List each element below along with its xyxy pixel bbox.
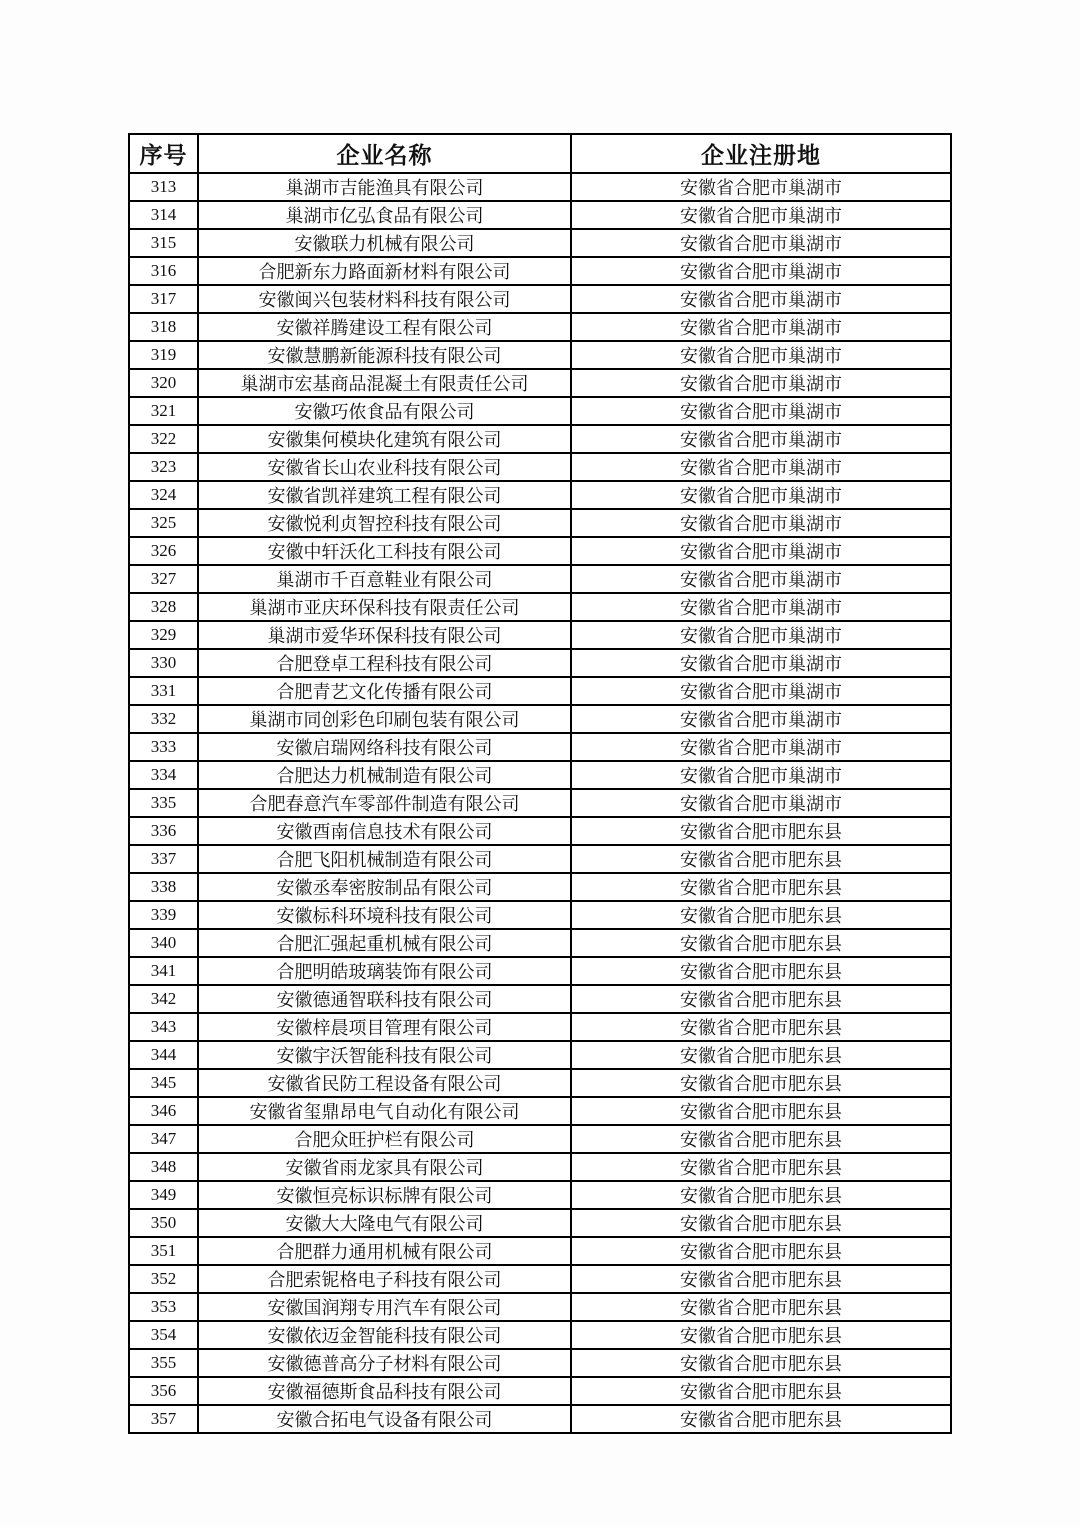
cell-registration-place: 安徽省合肥市巢湖市 [571,537,951,565]
table-row [129,621,951,649]
table-row [129,173,951,201]
table-row [129,733,951,761]
table-row [129,229,951,257]
cell-registration-place: 安徽省合肥市肥东县 [571,929,951,957]
cell-registration-place: 安徽省合肥市巢湖市 [571,285,951,313]
cell-registration-place: 安徽省合肥市肥东县 [571,1321,951,1349]
table-row [129,649,951,677]
cell-company-name: 合肥众旺护栏有限公司 [198,1125,571,1153]
cell-serial-number: 341 [129,957,198,985]
cell-serial-number: 345 [129,1069,198,1097]
cell-registration-place: 安徽省合肥市巢湖市 [571,789,951,817]
cell-registration-place: 安徽省合肥市肥东县 [571,845,951,873]
cell-serial-number: 332 [129,705,198,733]
cell-serial-number: 339 [129,901,198,929]
cell-company-name: 安徽祥腾建设工程有限公司 [198,313,571,341]
cell-serial-number: 352 [129,1265,198,1293]
cell-serial-number: 329 [129,621,198,649]
table-row [129,1097,951,1125]
table-row [129,1265,951,1293]
cell-serial-number: 315 [129,229,198,257]
cell-registration-place: 安徽省合肥市肥东县 [571,901,951,929]
cell-company-name: 安徽大大隆电气有限公司 [198,1209,571,1237]
cell-company-name: 安徽依迈金智能科技有限公司 [198,1321,571,1349]
header-serial-number: 序号 [129,134,198,173]
cell-company-name: 安徽省玺鼎昂电气自动化有限公司 [198,1097,571,1125]
cell-company-name: 安徽省长山农业科技有限公司 [198,453,571,481]
cell-serial-number: 336 [129,817,198,845]
cell-company-name: 安徽德普高分子材料有限公司 [198,1349,571,1377]
cell-registration-place: 安徽省合肥市巢湖市 [571,481,951,509]
cell-company-name: 安徽酉南信息技术有限公司 [198,817,571,845]
cell-registration-place: 安徽省合肥市巢湖市 [571,313,951,341]
cell-registration-place: 安徽省合肥市肥东县 [571,1013,951,1041]
table-row [129,1209,951,1237]
cell-serial-number: 314 [129,201,198,229]
cell-serial-number: 357 [129,1405,198,1433]
cell-company-name: 安徽宇沃智能科技有限公司 [198,1041,571,1069]
cell-serial-number: 327 [129,565,198,593]
table-row [129,341,951,369]
table-row [129,1013,951,1041]
cell-company-name: 安徽恒亮标识标牌有限公司 [198,1181,571,1209]
table-row [129,481,951,509]
cell-registration-place: 安徽省合肥市肥东县 [571,1265,951,1293]
table-row [129,845,951,873]
cell-serial-number: 331 [129,677,198,705]
cell-serial-number: 343 [129,1013,198,1041]
cell-serial-number: 333 [129,733,198,761]
cell-registration-place: 安徽省合肥市肥东县 [571,1069,951,1097]
cell-company-name: 安徽标科环境科技有限公司 [198,901,571,929]
cell-registration-place: 安徽省合肥市巢湖市 [571,761,951,789]
cell-serial-number: 330 [129,649,198,677]
cell-company-name: 合肥汇强起重机械有限公司 [198,929,571,957]
cell-registration-place: 安徽省合肥市巢湖市 [571,425,951,453]
cell-registration-place: 安徽省合肥市肥东县 [571,1377,951,1405]
table-row [129,257,951,285]
table-row [129,453,951,481]
cell-registration-place: 安徽省合肥市巢湖市 [571,649,951,677]
cell-company-name: 巢湖市亿弘食品有限公司 [198,201,571,229]
cell-registration-place: 安徽省合肥市肥东县 [571,1209,951,1237]
cell-registration-place: 安徽省合肥市巢湖市 [571,565,951,593]
table-row [129,957,951,985]
cell-serial-number: 334 [129,761,198,789]
cell-company-name: 巢湖市同创彩色印刷包装有限公司 [198,705,571,733]
cell-serial-number: 350 [129,1209,198,1237]
table-row [129,817,951,845]
table-row [129,425,951,453]
cell-serial-number: 317 [129,285,198,313]
cell-registration-place: 安徽省合肥市巢湖市 [571,201,951,229]
cell-serial-number: 313 [129,173,198,201]
cell-registration-place: 安徽省合肥市巢湖市 [571,677,951,705]
cell-registration-place: 安徽省合肥市肥东县 [571,1405,951,1433]
table-row [129,201,951,229]
table-row [129,509,951,537]
table-row [129,1293,951,1321]
cell-serial-number: 354 [129,1321,198,1349]
table-header-row [129,134,951,173]
cell-registration-place: 安徽省合肥市巢湖市 [571,733,951,761]
cell-company-name: 合肥达力机械制造有限公司 [198,761,571,789]
cell-company-name: 安徽悦利贞智控科技有限公司 [198,509,571,537]
cell-company-name: 安徽省民防工程设备有限公司 [198,1069,571,1097]
cell-registration-place: 安徽省合肥市肥东县 [571,985,951,1013]
cell-company-name: 安徽集何模块化建筑有限公司 [198,425,571,453]
table-row [129,789,951,817]
cell-serial-number: 344 [129,1041,198,1069]
cell-serial-number: 321 [129,397,198,425]
cell-registration-place: 安徽省合肥市肥东县 [571,1097,951,1125]
cell-registration-place: 安徽省合肥市肥东县 [571,817,951,845]
table-row [129,537,951,565]
cell-registration-place: 安徽省合肥市肥东县 [571,1293,951,1321]
cell-serial-number: 335 [129,789,198,817]
cell-company-name: 安徽丞奉密胺制品有限公司 [198,873,571,901]
cell-company-name: 巢湖市爱华环保科技有限公司 [198,621,571,649]
cell-company-name: 合肥群力通用机械有限公司 [198,1237,571,1265]
cell-serial-number: 353 [129,1293,198,1321]
cell-registration-place: 安徽省合肥市巢湖市 [571,453,951,481]
header-registration-place: 企业注册地 [571,134,951,173]
table-row [129,873,951,901]
cell-company-name: 安徽中轩沃化工科技有限公司 [198,537,571,565]
cell-company-name: 安徽巧侬食品有限公司 [198,397,571,425]
cell-serial-number: 337 [129,845,198,873]
table-row [129,1153,951,1181]
table-row [129,901,951,929]
cell-serial-number: 322 [129,425,198,453]
cell-serial-number: 348 [129,1153,198,1181]
cell-company-name: 合肥明皓玻璃装饰有限公司 [198,957,571,985]
table-row [129,677,951,705]
cell-company-name: 巢湖市吉能渔具有限公司 [198,173,571,201]
cell-serial-number: 326 [129,537,198,565]
table-row [129,761,951,789]
cell-serial-number: 328 [129,593,198,621]
cell-registration-place: 安徽省合肥市巢湖市 [571,397,951,425]
cell-serial-number: 349 [129,1181,198,1209]
cell-registration-place: 安徽省合肥市肥东县 [571,1181,951,1209]
cell-company-name: 安徽合拓电气设备有限公司 [198,1405,571,1433]
cell-company-name: 安徽国润翔专用汽车有限公司 [198,1293,571,1321]
table-row [129,1377,951,1405]
cell-company-name: 安徽德通智联科技有限公司 [198,985,571,1013]
cell-company-name: 巢湖市千百意鞋业有限公司 [198,565,571,593]
cell-company-name: 安徽省凯祥建筑工程有限公司 [198,481,571,509]
cell-serial-number: 320 [129,369,198,397]
cell-registration-place: 安徽省合肥市巢湖市 [571,509,951,537]
cell-company-name: 安徽梓晨项目管理有限公司 [198,1013,571,1041]
cell-registration-place: 安徽省合肥市肥东县 [571,873,951,901]
cell-registration-place: 安徽省合肥市肥东县 [571,1153,951,1181]
cell-serial-number: 351 [129,1237,198,1265]
cell-company-name: 合肥索铌格电子科技有限公司 [198,1265,571,1293]
table-row [129,1125,951,1153]
table-row [129,1069,951,1097]
cell-serial-number: 319 [129,341,198,369]
cell-registration-place: 安徽省合肥市巢湖市 [571,369,951,397]
cell-company-name: 安徽启瑞网络科技有限公司 [198,733,571,761]
cell-company-name: 合肥新东力路面新材料有限公司 [198,257,571,285]
cell-serial-number: 356 [129,1377,198,1405]
table-row [129,985,951,1013]
cell-serial-number: 325 [129,509,198,537]
cell-company-name: 合肥飞阳机械制造有限公司 [198,845,571,873]
cell-serial-number: 347 [129,1125,198,1153]
cell-company-name: 合肥春意汽车零部件制造有限公司 [198,789,571,817]
cell-registration-place: 安徽省合肥市肥东县 [571,1349,951,1377]
table-row [129,1349,951,1377]
table-row [129,1405,951,1433]
cell-serial-number: 323 [129,453,198,481]
cell-serial-number: 340 [129,929,198,957]
cell-serial-number: 342 [129,985,198,1013]
cell-registration-place: 安徽省合肥市巢湖市 [571,621,951,649]
cell-registration-place: 安徽省合肥市肥东县 [571,1125,951,1153]
company-table [128,133,952,1434]
table-row [129,1181,951,1209]
cell-registration-place: 安徽省合肥市肥东县 [571,1041,951,1069]
table-row [129,1041,951,1069]
cell-serial-number: 324 [129,481,198,509]
cell-serial-number: 355 [129,1349,198,1377]
cell-company-name: 安徽慧鹏新能源科技有限公司 [198,341,571,369]
cell-serial-number: 316 [129,257,198,285]
table-row [129,285,951,313]
table-row [129,593,951,621]
header-company-name: 企业名称 [198,134,571,173]
cell-registration-place: 安徽省合肥市巢湖市 [571,257,951,285]
cell-registration-place: 安徽省合肥市巢湖市 [571,593,951,621]
table-row [129,369,951,397]
table-row [129,929,951,957]
cell-registration-place: 安徽省合肥市肥东县 [571,1237,951,1265]
table-row [129,397,951,425]
cell-company-name: 安徽联力机械有限公司 [198,229,571,257]
cell-registration-place: 安徽省合肥市巢湖市 [571,173,951,201]
cell-registration-place: 安徽省合肥市肥东县 [571,957,951,985]
cell-registration-place: 安徽省合肥市巢湖市 [571,341,951,369]
table-body [129,173,951,1433]
cell-company-name: 安徽福德斯食品科技有限公司 [198,1377,571,1405]
cell-serial-number: 338 [129,873,198,901]
table-row [129,313,951,341]
cell-company-name: 合肥青艺文化传播有限公司 [198,677,571,705]
cell-company-name: 安徽省雨龙家具有限公司 [198,1153,571,1181]
table-row [129,1321,951,1349]
cell-company-name: 巢湖市宏基商品混凝土有限责任公司 [198,369,571,397]
cell-serial-number: 346 [129,1097,198,1125]
cell-company-name: 安徽闽兴包装材料科技有限公司 [198,285,571,313]
cell-serial-number: 318 [129,313,198,341]
cell-registration-place: 安徽省合肥市巢湖市 [571,705,951,733]
cell-registration-place: 安徽省合肥市巢湖市 [571,229,951,257]
cell-company-name: 合肥登卓工程科技有限公司 [198,649,571,677]
cell-company-name: 巢湖市亚庆环保科技有限责任公司 [198,593,571,621]
table-row [129,705,951,733]
table-row [129,1237,951,1265]
table-row [129,565,951,593]
